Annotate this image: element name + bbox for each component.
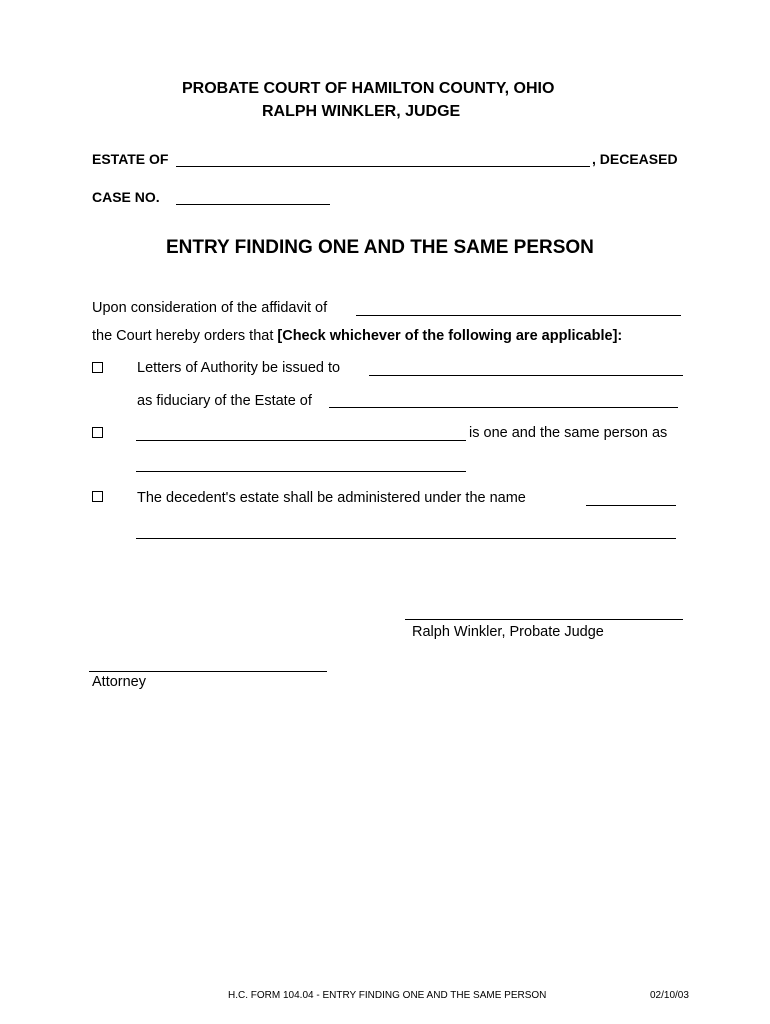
fiduciary-text: as fiduciary of the Estate of [137,393,312,409]
same-person-text: is one and the same person as [469,425,668,441]
judge-signature-label: Ralph Winkler, Probate Judge [412,624,604,640]
case-number-label: CASE NO. [92,189,160,205]
letters-text: Letters of Authority be issued to [137,360,341,376]
estate-label: ESTATE OF [92,151,169,167]
intro-text: Upon consideration of the affidavit of [92,300,328,316]
administered-name-field[interactable] [586,505,676,506]
letters-checkbox[interactable] [92,362,103,373]
form-date: 02/10/03 [650,990,689,1001]
court-name: PROBATE COURT OF HAMILTON COUNTY, OHIO [182,80,555,97]
form-title: ENTRY FINDING ONE AND THE SAME PERSON [166,237,594,258]
judge-name: RALPH WINKLER, JUDGE [262,103,461,120]
administered-name-field-continued[interactable] [136,538,676,539]
other-name-field[interactable] [136,471,466,472]
same-person-checkbox[interactable] [92,427,103,438]
court-orders-prefix: the Court hereby orders that [92,328,278,344]
judge-signature-line[interactable] [405,619,683,620]
check-instruction: [Check whichever of the following are applicable]: [277,328,623,344]
estate-name-field[interactable] [176,166,590,167]
letters-recipient-field[interactable] [369,375,683,376]
attorney-signature-label: Attorney [92,674,146,690]
administered-text: The decedent's estate shall be administered under the name [137,490,526,506]
case-number-field[interactable] [176,204,330,205]
administered-checkbox[interactable] [92,491,103,502]
form-footer: H.C. FORM 104.04 - ENTRY FINDING ONE AND THE SAME PERSON [228,990,547,1001]
fiduciary-estate-field[interactable] [329,407,678,408]
court-orders-text [92,328,622,344]
attorney-signature-line[interactable] [89,671,327,672]
deceased-label: , DECEASED [592,151,678,167]
person-name-field[interactable] [136,440,466,441]
affiant-name-field[interactable] [356,315,681,316]
